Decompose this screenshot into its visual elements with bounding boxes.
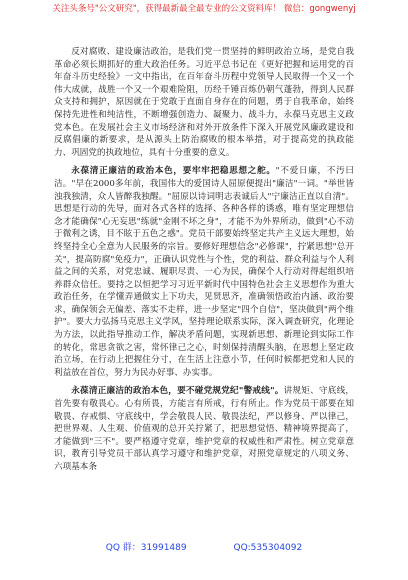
paragraph (54, 385, 354, 473)
qq-number: QQ:535304092 (233, 543, 303, 553)
paragraph-text: "不爱日廉，不汚曰洁。"早在2000多年前，我国伟大的爱国诗人屈原便提出"廉洁"一词。"举世皆浊我独清，众人皆醉我独醒。"屈原以诗词明志表诚后人"宁廉洁正直以自清"。思想是行动的先导，面对各式各样的选择、各种各样的诱惑，唯有坚定理想信念才能确保"心无妄思"练就"金刚不坏之身"，才能不为外界所动，做到"心不动于微利之诱，目不眩于五色之惑"。党员干部要始终坚定共产主义远大理想，始终坚持全心全意为人民服务的宗旨。要修好理想信念"必修课"，拧紧思想"总开关"，提高防腐"免疫力"，正确认识党性与个性，党的利益、群众利益与个人利益之间的关系，对党忠诚、履职尽责、一心为民，确保个人行动对得起组织培养群众信任。要持之以恒把学习习近平新时代中国特色社会主义思想作为重大政治任务，在学懂弄通做实上下功夫，见贤思齐，准确领悟政治内涵、政治要求，确保领会无偏差、落实不走样，进一步坚定"四个自信"，坚决做到"两个维护"。要大力弘扬马克思主义学风，坚持理论联系实际，深入调查研究，化理论为方法，以此指导推动工作，解决矛盾问题，实现新思想、新理论到实际工作的转化，常思贪欲之害，常怀律己之心，时刻保持清醒头脑，在思想上坚定政治立场，在行动上把握住分寸，在生活上注意小节，任何时候都把党和人民的利益放在首位，努力为民办好事、办实事。 (54, 166, 354, 378)
paragraph-text: 讲规矩、守底线，首先要有敬畏心。心有所畏，方能言有所戒，行有所止。作为党员干部要在知敬畏、存戒惧、守底线中，学会敬畏人民、敬畏法纪，严以修身、严以律己，把世界观、人生观、价值观的总开关拧紧了，把思想觉悟、精神境界提高了，才能做到"三不"。要严格遵守党章，维护党章的权威性和严肃性。树立党章意识，教育引导党员干部认真学习遵守和维护党章，对照党章规定的八项义务、六项基本条 (54, 386, 354, 472)
paragraph-lead: 永葆清正廉洁的政治本色，要牢牢把稳思想之舵。 (71, 166, 276, 177)
header-banner (0, 4, 408, 15)
paragraph (54, 46, 354, 159)
document-body (54, 46, 354, 480)
banner-text: 关注头条号"公文研究"，获得最新最全最专业的公文资料库！ 微信：gongwenyj (52, 4, 356, 14)
footer-contact (0, 540, 408, 553)
qq-group: QQ 群：31991489 (105, 543, 187, 553)
paragraph (54, 165, 354, 379)
paragraph-text: 反对腐败、建设廉洁政治，是我们党一贯坚持的鲜明政治立场，是党自我革命必须长期抓好的重大政治任务。习近平总书记在《更好把握和运用党的百年奋斗历史经验》一文中指出，在百年奋斗历程中党领导人民取得一个又一个伟大成就，战胜一个又一个艰难险阻，历经千锤百炼仍朝气蓬勃，得到人民群众支持和拥护，原因就在于党敢于直面自身存在的问题，勇于自我革命，始终保持先进性和纯洁性，不断增强创造力、凝聚力、战斗力，永葆马克思主义政党本色。在发展社会主义市场经济和对外开放条件下深入开展党风廉政建设和反腐倡廉的新要求，是从源头上防治腐败的根本举措，对于提高党的执政能力、巩固党的执政地位，具有十分重要的意义。 (54, 47, 354, 158)
paragraph-lead: 永葆清正廉洁的政治本色，要不碰党规党纪"警戒线"。 (71, 386, 284, 397)
